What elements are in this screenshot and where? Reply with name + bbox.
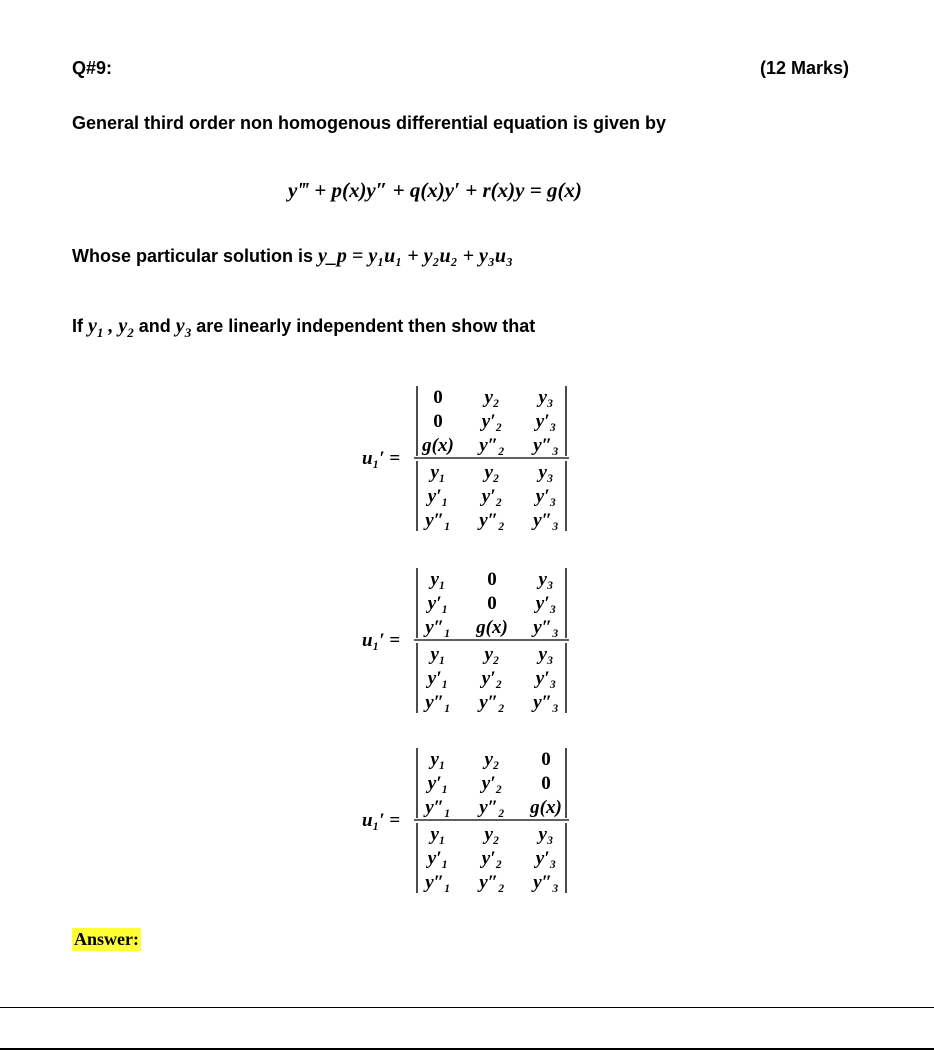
formula-1-denominator-cell-r1c3: y₃ [538,462,554,483]
formula-1-denominator-cell-r3c2: y″₂ [479,510,505,531]
formula-1-numerator-cell-r2c1: 0 [433,411,443,432]
question-marks: (12 Marks) [760,58,850,78]
formula-2-denominator-cell-r2c3: y′₃ [535,668,557,689]
formula-2-denominator-cell-r2c1: y′₁ [427,668,449,689]
formula-3-denominator-cell-r1c3: y₃ [538,824,554,845]
formula-2-numerator-cell-r3c3: y″₃ [533,617,559,638]
formula-3-numerator-cell-r2c1: y′₁ [427,773,449,794]
formula-1-lhs: u₁′ = [362,448,401,469]
question-number: Q#9: [72,58,113,78]
particular-solution-formula: y_p = y₁u₁ + y₂u₂ + y₃u₃ [318,245,513,267]
formula-2-denominator-cell-r2c2: y′₂ [481,668,503,689]
formula-2-numerator-cell-r2c3: y′₃ [535,593,557,614]
formula-2-denominator-cell-r1c1: y₁ [430,644,446,665]
formula-2-denominator-cell-r1c3: y₃ [538,644,554,665]
separator-line [0,1007,934,1008]
answer-label: Answer: [74,929,139,949]
formula-2-denominator-cell-r3c1: y″₁ [425,692,451,713]
formula-3-denominator-cell-r2c1: y′₁ [427,848,449,869]
formula-2-numerator-cell-r3c2: g(x) [476,617,508,638]
formula-1-denominator-cell-r2c3: y′₃ [535,486,557,507]
bottom-border-line [0,1048,934,1050]
condition-suffix: are linearly independent then show that [191,316,536,336]
formula-2-numerator-cell-r2c1: y′₁ [427,593,449,614]
formula-1-numerator-cell-r1c2: y₂ [484,387,500,408]
question-intro: General third order non homogenous differential equation is given by [72,113,667,133]
formula-2-lhs: u₁′ = [362,630,401,651]
formula-1-numerator-cell-r1c3: y₃ [538,387,554,408]
formula-3-numerator-cell-r1c3: 0 [541,749,551,770]
formula-1-numerator-cell-r2c2: y′₂ [481,411,503,432]
formula-3-denominator-cell-r1c2: y₂ [484,824,500,845]
formula-1-numerator-cell-r3c2: y″₂ [479,435,505,456]
formula-3-numerator-cell-r3c1: y″₁ [425,797,451,818]
formula-1-denominator-cell-r3c1: y″₁ [425,510,451,531]
formula-1-denominator-cell-r2c2: y′₂ [481,486,503,507]
particular-solution-label: Whose particular solution is [72,246,319,266]
formula-3-numerator-cell-r1c1: y₁ [430,749,446,770]
formula-3-numerator-cell-r1c2: y₂ [484,749,500,770]
formula-1-denominator-cell-r3c3: y″₃ [533,510,559,531]
formula-3-denominator-cell-r1c1: y₁ [430,824,446,845]
formula-2-numerator-cell-r2c2: 0 [487,593,497,614]
formula-1-denominator-cell-r1c1: y₁ [430,462,446,483]
formula-2-numerator-cell-r1c3: y₃ [538,569,554,590]
condition-middle: and [133,316,176,336]
formula-3-numerator-cell-r2c2: y′₂ [481,773,503,794]
formula-3-denominator-cell-r3c3: y″₃ [533,872,559,893]
formula-3-numerator-cell-r2c3: 0 [541,773,551,794]
formula-3-numerator-cell-r3c3: g(x) [530,797,562,818]
formula-2-denominator-cell-r3c2: y″₂ [479,692,505,713]
formula-3-lhs: u₁′ = [362,810,401,831]
formula-3-numerator-cell-r3c2: y″₂ [479,797,505,818]
formula-1-denominator-cell-r1c2: y₂ [484,462,500,483]
formula-1-numerator-cell-r1c1: 0 [433,387,443,408]
formula-2-denominator-cell-r3c3: y″₃ [533,692,559,713]
formula-2-numerator-cell-r1c2: 0 [487,569,497,590]
condition-prefix: If [72,316,88,336]
formula-1-numerator-cell-r3c1: g(x) [422,435,454,456]
differential-equation: y‴ + p(x)y″ + q(x)y′ + r(x)y = g(x) [288,178,582,202]
formula-1-numerator-cell-r3c3: y″₃ [533,435,559,456]
formula-3-denominator-cell-r3c2: y″₂ [479,872,505,893]
formula-3-denominator-cell-r2c3: y′₃ [535,848,557,869]
formula-3-denominator-cell-r3c1: y″₁ [425,872,451,893]
formula-2-numerator-cell-r1c1: y₁ [430,569,446,590]
formula-2-numerator-cell-r3c1: y″₁ [425,617,451,638]
condition-y3: $y_3$ [175,315,192,340]
formula-2-denominator-cell-r1c2: y₂ [484,644,500,665]
condition-y1: $y_1$ , $y_2$ [88,315,134,340]
formula-1-numerator-cell-r2c3: y′₃ [535,411,557,432]
formula-3-denominator-cell-r2c2: y′₂ [481,848,503,869]
formula-1-denominator-cell-r2c1: y′₁ [427,486,449,507]
